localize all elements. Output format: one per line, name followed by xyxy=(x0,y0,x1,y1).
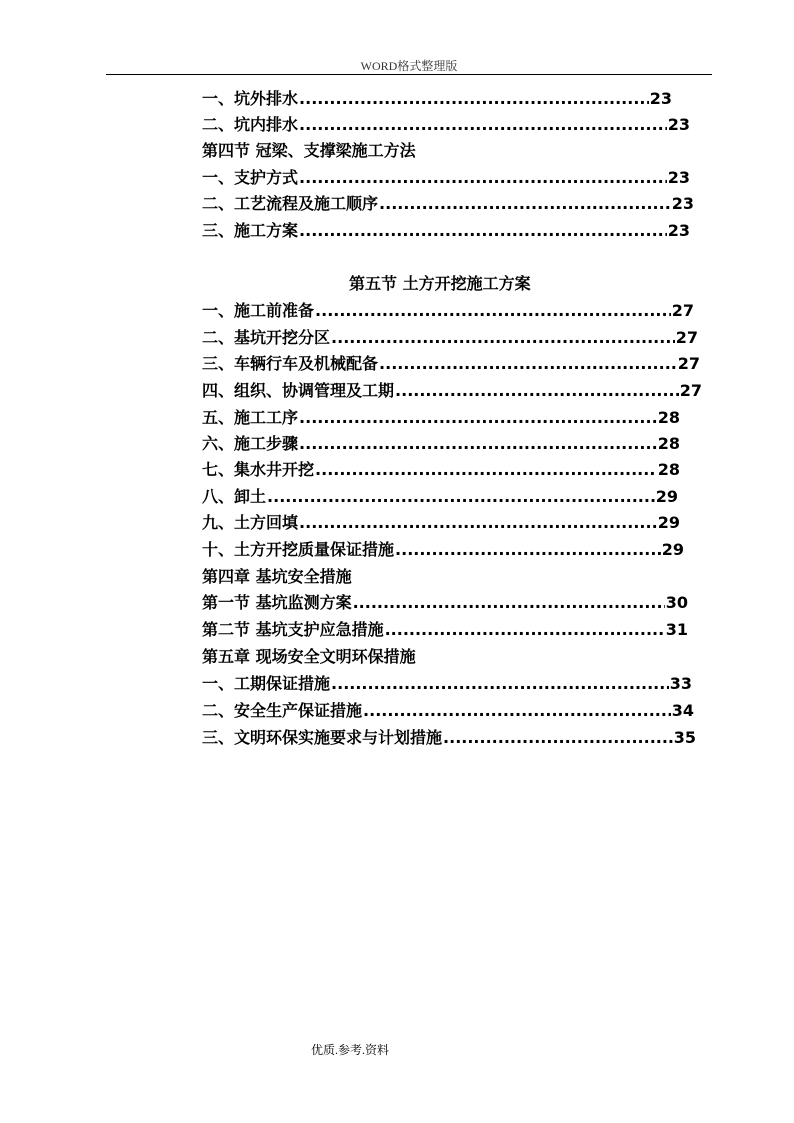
toc-dot-leader xyxy=(379,353,677,375)
toc-dot-leader xyxy=(379,193,671,215)
toc-entry-page: 23 xyxy=(667,115,690,134)
toc-entry-title: 施工步骤 xyxy=(234,434,299,453)
toc-dot-leader xyxy=(299,88,649,110)
toc-entry[interactable] xyxy=(202,619,688,641)
toc-dot-leader xyxy=(315,459,657,481)
toc-entry[interactable] xyxy=(202,512,680,534)
toc-entry-title: 集水井开挖 xyxy=(234,460,315,479)
toc-entry-number: 三、 xyxy=(202,354,235,373)
toc-entry[interactable] xyxy=(202,700,694,722)
toc-entry-title: 安全生产保证措施 xyxy=(234,701,363,720)
toc-entry-page: 23 xyxy=(649,89,672,108)
toc-dot-leader xyxy=(299,512,657,534)
toc-entry-page: 23 xyxy=(667,168,690,187)
toc-entry-page: 23 xyxy=(671,194,694,213)
toc-entry[interactable] xyxy=(202,327,698,349)
toc-entry-page: 30 xyxy=(665,593,688,612)
toc-entry-number: 一、 xyxy=(202,674,235,693)
toc-dot-leader xyxy=(363,700,671,722)
toc-entry-number: 二、 xyxy=(202,701,235,720)
toc-dot-leader xyxy=(353,592,665,614)
toc-entry-number: 三、 xyxy=(202,221,235,240)
toc-entry-title: 工艺流程及施工顺序 xyxy=(234,194,379,213)
toc-entry-number: 二、 xyxy=(202,194,235,213)
toc-entry[interactable] xyxy=(202,407,680,429)
toc-entry[interactable] xyxy=(202,193,694,215)
toc-entry-page: 31 xyxy=(665,620,688,639)
toc-entry-page: 27 xyxy=(671,301,694,320)
toc-entry-page: 33 xyxy=(669,674,692,693)
toc-entry-number: 十、 xyxy=(202,540,235,559)
toc-entry-title: 车辆行车及机械配备 xyxy=(234,354,379,373)
toc-entry-title: 土方回填 xyxy=(234,513,299,532)
toc-entry[interactable] xyxy=(202,167,690,189)
toc-entry-title: 施工方案 xyxy=(234,221,299,240)
toc-entry[interactable] xyxy=(202,673,692,695)
toc-entry-page: 29 xyxy=(655,487,678,506)
toc-dot-leader xyxy=(395,539,661,561)
toc-entry-page: 28 xyxy=(657,408,680,427)
toc-entry-number: 七、 xyxy=(202,460,235,479)
toc-entry-title: 土方开挖质量保证措施 xyxy=(234,540,395,559)
toc-entry-page: 28 xyxy=(657,434,680,453)
toc-entry[interactable] xyxy=(202,88,672,110)
toc-entry-page: 27 xyxy=(675,328,698,347)
toc-entry[interactable] xyxy=(202,433,680,455)
toc-entry-title: 施工工序 xyxy=(234,408,299,427)
toc-dot-leader xyxy=(299,433,657,455)
toc-dot-leader xyxy=(299,407,657,429)
toc-entry-number: 三、 xyxy=(202,728,235,747)
toc-entry-number: 二、 xyxy=(202,328,235,347)
toc-entry-title: 支护方式 xyxy=(234,168,299,187)
toc-entry[interactable] xyxy=(202,353,700,375)
toc-entry-page: 27 xyxy=(677,354,700,373)
toc-dot-leader xyxy=(331,327,675,349)
toc-entry-title: 工期保证措施 xyxy=(234,674,331,693)
toc-entry-title: 施工前准备 xyxy=(234,301,315,320)
toc-entry-number: 九、 xyxy=(202,513,235,532)
toc-entry-page: 29 xyxy=(661,540,684,559)
toc-entry-title: 卸土 xyxy=(234,487,267,506)
toc-entry-page: 28 xyxy=(657,460,680,479)
toc-entry[interactable] xyxy=(202,727,696,749)
toc-chapter-heading[interactable]: 第四章 基坑安全措施 xyxy=(202,567,352,586)
toc-entry-title: 坑外排水 xyxy=(234,89,299,108)
toc-section-heading[interactable]: 第五节 土方开挖施工方案 xyxy=(349,274,531,293)
toc-dot-leader xyxy=(267,486,655,508)
toc-entry-number: 一、 xyxy=(202,168,235,187)
toc-entry-number: 四、 xyxy=(202,381,235,400)
toc-entry-title: 组织、协调管理及工期 xyxy=(234,381,395,400)
toc-entry-title: 第一节 基坑监测方案 xyxy=(202,593,352,612)
toc-section-heading[interactable]: 第四节 冠梁、支撑梁施工方法 xyxy=(202,141,416,160)
toc-entry-title: 文明环保实施要求与计划措施 xyxy=(234,728,443,747)
toc-entry-number: 八、 xyxy=(202,487,235,506)
toc-entry-number: 一、 xyxy=(202,89,235,108)
toc-entry[interactable] xyxy=(202,380,702,402)
toc-dot-leader xyxy=(385,619,665,641)
toc-entry-page: 27 xyxy=(679,381,702,400)
toc-entry-page: 29 xyxy=(657,513,680,532)
toc-entry-number: 六、 xyxy=(202,434,235,453)
toc-entry-number: 五、 xyxy=(202,408,235,427)
toc-entry-page: 34 xyxy=(671,701,694,720)
toc-entry-title: 坑内排水 xyxy=(234,115,299,134)
page-footer: 优质.参考.资料 xyxy=(311,1043,390,1057)
toc-dot-leader xyxy=(443,727,673,749)
toc-entry-title: 第二节 基坑支护应急措施 xyxy=(202,620,384,639)
toc-entry-title: 基坑开挖分区 xyxy=(234,328,331,347)
toc-dot-leader xyxy=(299,114,667,136)
toc-entry[interactable] xyxy=(202,300,694,322)
toc-dot-leader xyxy=(299,167,667,189)
toc-entry[interactable] xyxy=(202,220,690,242)
toc-entry-number: 一、 xyxy=(202,301,235,320)
toc-entry[interactable] xyxy=(202,459,680,481)
toc-entry-page: 23 xyxy=(667,221,690,240)
toc-entry-number: 二、 xyxy=(202,115,235,134)
toc-dot-leader xyxy=(315,300,671,322)
toc-dot-leader xyxy=(395,380,679,402)
toc-entry[interactable] xyxy=(202,486,678,508)
toc-entry[interactable] xyxy=(202,539,684,561)
page-header: WORD格式整理版 xyxy=(360,59,458,73)
toc-dot-leader xyxy=(299,220,667,242)
toc-entry[interactable] xyxy=(202,114,690,136)
toc-entry[interactable] xyxy=(202,592,688,614)
toc-entry-page: 35 xyxy=(673,728,696,747)
toc-dot-leader xyxy=(331,673,669,695)
toc-chapter-heading[interactable]: 第五章 现场安全文明环保措施 xyxy=(202,647,416,666)
